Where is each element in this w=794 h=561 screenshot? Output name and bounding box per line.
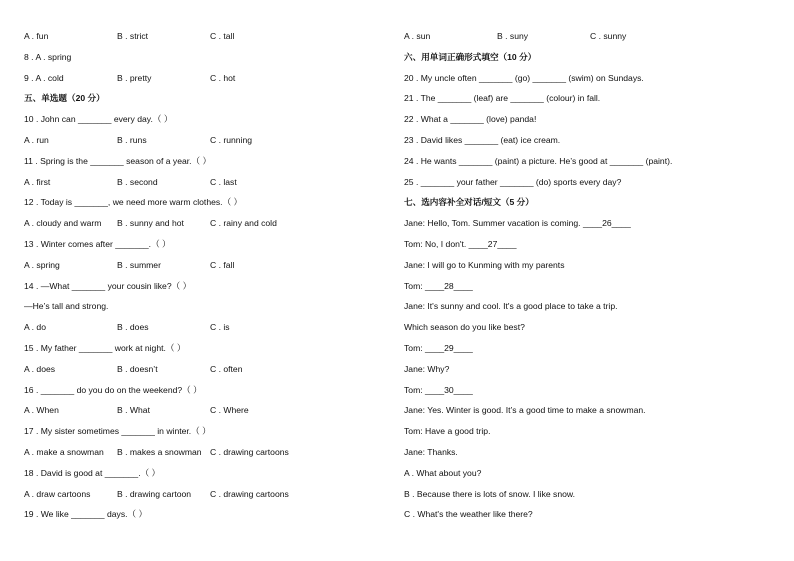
option-c: C . hot bbox=[210, 72, 236, 83]
answer-options-row bbox=[24, 26, 384, 47]
option-c: C . sunny bbox=[590, 31, 627, 41]
option-a: A . fun bbox=[24, 31, 49, 41]
section-heading: 六、用单词正确形式填空（10 分） bbox=[404, 51, 537, 62]
section-heading: 五、单选题（20 分） bbox=[24, 93, 105, 104]
question-line: Tom: ____30____ bbox=[404, 384, 473, 395]
option-a: A . cloudy and warm bbox=[24, 218, 102, 229]
question-line: 21 . The _______ (leaf) are _______ (colour) in fall. bbox=[404, 93, 601, 104]
option-c: C . often bbox=[210, 363, 243, 374]
option-c: C . is bbox=[210, 322, 230, 333]
question-line: Tom: Have a good trip. bbox=[404, 426, 491, 437]
question-line: Jane: Yes. Winter is good. It’s a good time to make a snowman. bbox=[404, 405, 646, 416]
option-a: 9 . A . cold bbox=[24, 72, 64, 83]
option-b: B . What bbox=[117, 405, 150, 416]
question-line: 11 . Spring is the _______ season of a year.（ ） bbox=[24, 155, 212, 166]
answer-options-row bbox=[24, 317, 384, 338]
option-b: B . summer bbox=[117, 259, 161, 270]
answer-options-row bbox=[24, 68, 384, 89]
option-c: C . fall bbox=[210, 259, 235, 270]
option-c: C . Where bbox=[210, 405, 249, 416]
option-a: A . first bbox=[24, 176, 51, 187]
option-a: A . does bbox=[24, 363, 56, 374]
answer-options-row bbox=[24, 130, 384, 151]
question-line: Tom: ____28____ bbox=[404, 280, 473, 291]
question-line: 22 . What a _______ (love) panda! bbox=[404, 114, 537, 125]
question-line: 13 . Winter comes after _______.（ ） bbox=[24, 238, 171, 249]
answer-options-row bbox=[24, 442, 384, 463]
right-column bbox=[404, 26, 774, 525]
question-line: Tom: ____29____ bbox=[404, 342, 473, 353]
question-line: —He’s tall and strong. bbox=[24, 301, 109, 312]
question-line: 8 . A . spring bbox=[24, 51, 72, 62]
option-b: B . pretty bbox=[117, 72, 152, 83]
question-line: Jane: I will go to Kunming with my parents bbox=[404, 259, 565, 270]
option-a: A . draw cartoons bbox=[24, 488, 91, 499]
answer-options-row bbox=[24, 255, 384, 276]
question-line: Tom: No, I don't. ____27____ bbox=[404, 238, 517, 249]
option-a: A . do bbox=[24, 322, 46, 333]
section-heading: 七、选内容补全对话/短文（5 分） bbox=[404, 197, 534, 208]
option-b: B . doesn’t bbox=[117, 363, 158, 374]
question-line: 17 . My sister sometimes _______ in winter.（ ） bbox=[24, 426, 211, 437]
question-line: 15 . My father _______ work at night.（ ） bbox=[24, 342, 186, 353]
question-line: 19 . We like _______ days.（ ） bbox=[24, 509, 148, 520]
option-b: B . runs bbox=[117, 134, 147, 145]
option-a: A . run bbox=[24, 134, 49, 145]
option-a: A . sun bbox=[404, 31, 431, 41]
option-b: B . second bbox=[117, 176, 158, 187]
option-a: A . make a snowman bbox=[24, 446, 104, 457]
option-b: B . strict bbox=[117, 31, 149, 41]
question-line: 12 . Today is _______, we need more warm clothes.（ ） bbox=[24, 197, 243, 208]
question-line: 23 . David likes _______ (eat) ice cream. bbox=[404, 134, 561, 145]
question-line: C . What's the weather like there? bbox=[404, 509, 533, 520]
answer-options-row bbox=[24, 172, 384, 193]
answer-options-row bbox=[24, 484, 384, 505]
option-c: C . last bbox=[210, 176, 237, 187]
option-c: C . drawing cartoons bbox=[210, 488, 289, 499]
question-line: 20 . My uncle often _______ (go) _______ (swim) on Sundays. bbox=[404, 72, 644, 83]
option-a: A . When bbox=[24, 405, 59, 416]
answer-options-row bbox=[24, 400, 384, 421]
answer-options-row bbox=[24, 213, 384, 234]
answer-options-row bbox=[24, 359, 384, 380]
question-line: Jane: Hello, Tom. Summer vacation is coming. ____26____ bbox=[404, 218, 631, 229]
option-c: C . running bbox=[210, 134, 253, 145]
question-line: Which season do you like best? bbox=[404, 322, 525, 333]
answer-options-row bbox=[404, 26, 774, 47]
option-b: B . drawing cartoon bbox=[117, 488, 192, 499]
option-b: B . suny bbox=[497, 31, 529, 41]
option-b: B . does bbox=[117, 322, 149, 333]
option-b: B . sunny and hot bbox=[117, 218, 184, 229]
left-column bbox=[24, 26, 384, 525]
question-line: 25 . _______ your father _______ (do) sports every day? bbox=[404, 176, 622, 187]
question-line: 24 . He wants _______ (paint) a picture. He’s good at _______ (paint). bbox=[404, 155, 673, 166]
option-a: A . spring bbox=[24, 259, 60, 270]
option-c: C . drawing cartoons bbox=[210, 446, 289, 457]
question-line: 18 . David is good at _______.（ ） bbox=[24, 467, 161, 478]
question-line: Jane: It's sunny and cool. It's a good place to take a trip. bbox=[404, 301, 618, 312]
question-line: Jane: Thanks. bbox=[404, 446, 458, 457]
question-line: Jane: Why? bbox=[404, 363, 450, 374]
question-line: A . What about you? bbox=[404, 467, 482, 478]
question-line: 16 . _______ do you do on the weekend?（ ） bbox=[24, 384, 202, 395]
question-line: B . Because there is lots of snow. I like snow. bbox=[404, 488, 576, 499]
option-c: C . rainy and cold bbox=[210, 218, 277, 229]
question-line: 14 . —What _______ your cousin like?（ ） bbox=[24, 280, 192, 291]
question-line: 10 . John can _______ every day.（ ） bbox=[24, 114, 173, 125]
option-c: C . tall bbox=[210, 31, 235, 41]
option-b: B . makes a snowman bbox=[117, 446, 202, 457]
